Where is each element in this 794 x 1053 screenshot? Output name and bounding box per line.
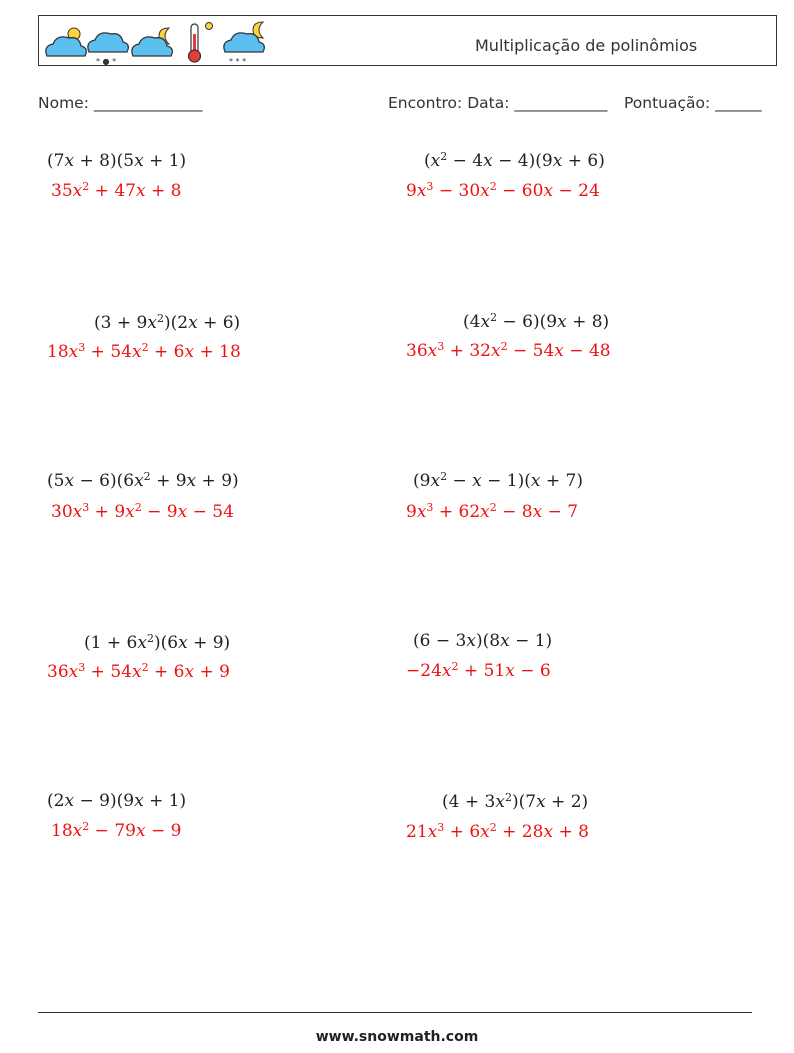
thermometer-sun-icon bbox=[189, 23, 213, 63]
exercise-3-answer: $18x^3 + 54x^2 + 6x + 18$ bbox=[47, 341, 241, 362]
exercise-7-answer: $36x^3 + 54x^2 + 6x + 9$ bbox=[47, 661, 230, 682]
exercise-10-answer: $21x^3 + 6x^2 + 28x + 8$ bbox=[406, 821, 589, 842]
svg-text:* * *: * * * bbox=[229, 57, 247, 65]
exercise-2-problem: $(x^2 - 4x - 4)(9x + 6)$ bbox=[424, 150, 605, 171]
partly-sunny-cloud-icon bbox=[46, 28, 86, 56]
exercise-6-answer: $9x^3 + 62x^2 - 8x - 7$ bbox=[406, 501, 579, 522]
footer-divider bbox=[38, 1012, 752, 1013]
worksheet-title: Multiplicação de polinômios bbox=[475, 36, 698, 55]
exercise-8-answer: $-24x^2 + 51x - 6$ bbox=[406, 660, 551, 681]
exercise-8-problem: (6 − 3x)(8x − 1) bbox=[413, 631, 553, 651]
exercise-9-problem: (2x − 9)(9x + 1) bbox=[47, 791, 187, 811]
footer-url: www.snowmath.com bbox=[315, 1029, 479, 1045]
exercise-6-problem: $(9x^2 - x - 1)(x + 7)$ bbox=[413, 470, 584, 491]
exercise-5-problem: $(5x - 6)(6x^2 + 9x + 9)$ bbox=[47, 470, 239, 491]
night-snow-cloud-icon bbox=[224, 22, 264, 65]
exercise-1-answer: $35x^2 + 47x + 8$ bbox=[51, 180, 182, 201]
rain-cloud-icon bbox=[88, 33, 128, 65]
exercise-9-answer: $18x^2 - 79x - 9$ bbox=[51, 820, 182, 841]
exercise-10-problem: $(4 + 3x^2)(7x + 2)$ bbox=[442, 791, 589, 812]
exercise-1-problem: (7x + 8)(5x + 1) bbox=[47, 151, 187, 171]
exercise-3-problem: $(3 + 9x^2)(2x + 6)$ bbox=[94, 312, 241, 333]
exercise-5-answer: $30x^3 + 9x^2 - 9x - 54$ bbox=[51, 501, 234, 522]
date-field-label: Encontro: Data: ____________ bbox=[388, 94, 608, 112]
worksheet-header bbox=[38, 15, 777, 66]
score-field-label: Pontuação: ______ bbox=[624, 94, 762, 112]
weather-icons bbox=[41, 18, 281, 65]
exercise-2-answer: $9x^3 - 30x^2 - 60x - 24$ bbox=[406, 180, 600, 201]
svg-text:* ● *: * ● * bbox=[96, 57, 117, 65]
night-cloud-icon bbox=[132, 28, 172, 56]
exercise-4-problem: $(4x^2 - 6)(9x + 8)$ bbox=[463, 311, 610, 332]
name-field-label: Nome: ______________ bbox=[38, 94, 203, 112]
exercise-4-answer: $36x^3 + 32x^2 - 54x - 48$ bbox=[406, 340, 611, 361]
exercise-7-problem: $(1 + 6x^2)(6x + 9)$ bbox=[84, 632, 231, 653]
